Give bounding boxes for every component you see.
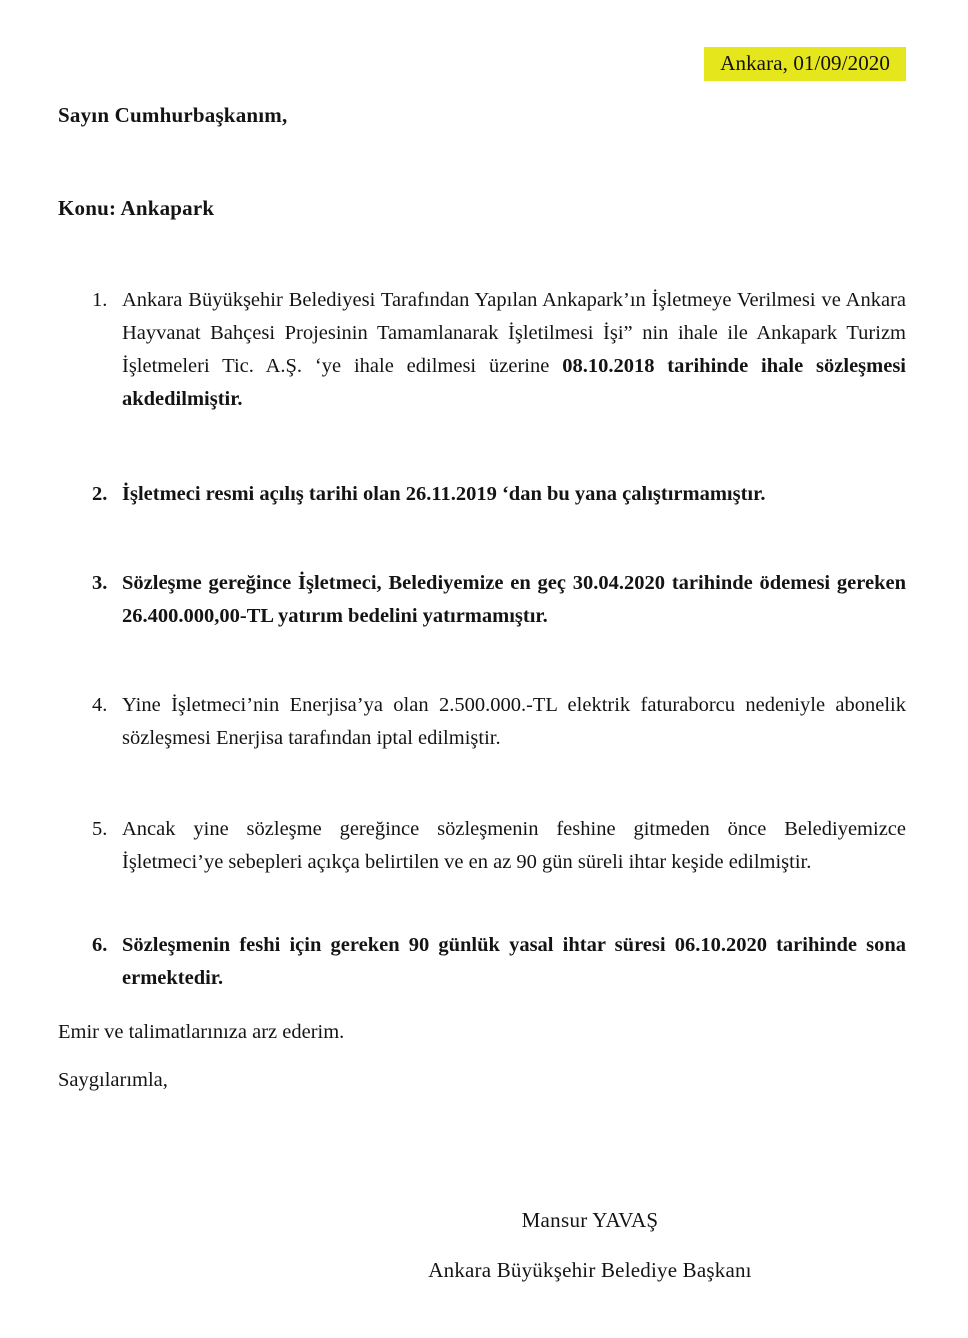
subject-line: Konu: Ankapark	[58, 196, 215, 220]
list-item-number: 5.	[92, 818, 108, 840]
list-item-body: Sözleşme gereğince İşletmeci, Belediyemize en geç 30.04.2020 tarihinde ödemesi gereken 26.400.000,00-TL yatırım bedelini yatırmamıştır.	[122, 572, 906, 627]
list-item-body: Ancak yine sözleşme gereğince sözleşmenin feshine gitmeden önce Belediyemizce İşletmeci’ye sebepleri açıkça belirtilen ve en az 90 gün süreli ihtar keşide edilmiştir.	[122, 818, 906, 873]
list-item	[92, 929, 906, 995]
closing-request-line: Emir ve talimatlarınıza arz ederim.	[58, 1021, 345, 1043]
list-item-number: 1.	[92, 289, 108, 311]
signature-name: Mansur YAVAŞ	[521, 1208, 659, 1232]
list-item-text-regular: Ankara Büyükşehir Belediyesi Tarafından Yapılan Ankapark’ın İşletmeye Verilmesi ve Ankara Hayvanat Bahçesi Projesinin Tamamlanarak İşletilmesi İşi” nin ihale ile Ankapark Turizm İşletmeleri Tic. A.Ş. ‘ye ihale edilmesi üzerine	[122, 289, 906, 377]
list-item-number: 2.	[92, 483, 108, 505]
list-item-number: 6.	[92, 934, 108, 956]
list-item-number: 4.	[92, 694, 108, 716]
list-item-body: Sözleşmenin feshi için gereken 90 günlük yasal ihtar süresi 06.10.2020 tarihinde sona ermektedir.	[122, 934, 906, 989]
signature-title: Ankara Büyükşehir Belediye Başkanı	[428, 1258, 752, 1282]
list-item-body: Yine İşletmeci’nin Enerjisa’ya olan 2.500.000.-TL elektrik faturaborcu nedeniyle abonelik sözleşmesi Enerjisa tarafından iptal edilmiştir.	[122, 694, 906, 749]
list-item-body: İşletmeci resmi açılış tarihi olan 26.11.2019 ‘dan bu yana çalıştırmamıştır.	[122, 483, 766, 505]
date-line-row	[0, 47, 906, 81]
list-item-number: 3.	[92, 572, 108, 594]
numbered-list	[92, 284, 906, 995]
list-item-text-bold: 08.10.2018 tarihinde ihale sözleşmesi akdedilmiştir.	[122, 355, 906, 410]
date-highlight: Ankara, 01/09/2020	[704, 47, 906, 81]
list-item	[92, 567, 906, 633]
list-item	[92, 284, 906, 416]
closing-salutation: Saygılarımla,	[58, 1069, 168, 1091]
list-item	[92, 478, 906, 511]
list-item	[92, 813, 906, 879]
list-item-body	[122, 284, 906, 416]
salutation: Sayın Cumhurbaşkanım,	[58, 103, 288, 127]
list-item	[92, 689, 906, 755]
